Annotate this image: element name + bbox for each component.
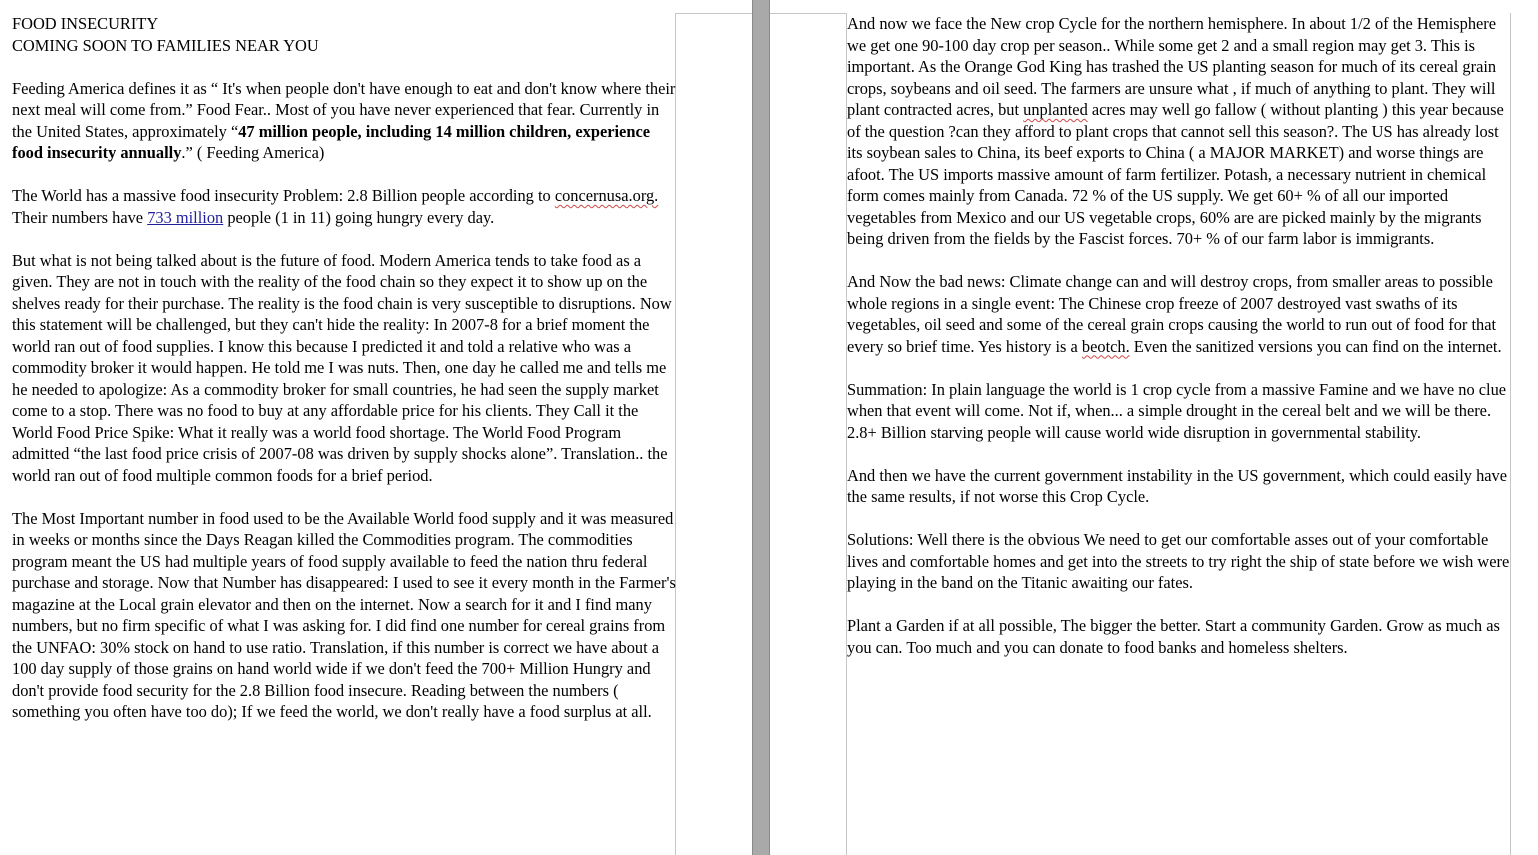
statistic-bold: 47 million people, including 14 million children, experience food insecurity annually: [12, 121, 650, 162]
top-margin-guide-right: [770, 13, 846, 14]
right-page: [770, 0, 1538, 855]
paragraph-solutions: Solutions: Well there is the obvious We need to get our comfortable asses out of your comfortable lives and comfortable homes and get into the streets to try right the ship of state before we wish were playing in the band on the Titanic awaiting our fates.: [847, 530, 1510, 592]
misspelled-word-beotch: beotch.: [1081, 336, 1130, 356]
paragraph-summation: Summation: In plain language the world is 1 crop cycle from a massive Famine and we have no clue when that event will come. Not if, when... a simple drought in the cereal belt and we will be there. 2.8+ Billion starving people will cause world wide disruption in governmental stability.: [847, 379, 1507, 442]
document-subtitle: COMING SOON TO FAMILIES NEAR YOU: [12, 35, 319, 55]
misspelled-word-unplanted: unplanted: [1023, 100, 1088, 119]
paragraph-bad-news: And Now the bad news: Climate change can and will destroy crops, from smaller areas to possible whole regions in a single event: The Chinese crop freeze of 2007 destroyed vast swaths of its vegetables, oil seed and some of the cereal grain crops causing the world to run out of food for that every so brief time. Yes history is a beotch. Even the sanitized versions you can find on the internet.: [847, 272, 1502, 356]
paragraph-plant-garden: Plant a Garden if at all possible, The bigger the better. Start a community Garden. Grow as much as you can. Too much and you can donate to food banks and homeless shelters.: [847, 616, 1500, 657]
page-gutter: [752, 0, 770, 855]
misspelled-word-concernusa: concernusa.org.: [554, 186, 659, 205]
left-page-body[interactable]: [12, 13, 678, 744]
paragraph-feeding-america: Feeding America defines it as “ It's when people don't have enough to eat and don't know where their next meal will come from.” Food Fear.. Most of you have never experienced that fear. Currently in the United States, approximately “47 million people, including 14 million children, experience food insecurity annually.” ( Feeding America): [12, 78, 676, 162]
document-title: FOOD INSECURITY: [12, 14, 159, 33]
right-page-body[interactable]: [847, 13, 1513, 680]
paragraph-new-crop-cycle: And now we face the New crop Cycle for the northern hemisphere. In about 1/2 of the Hemisphere we get one 90-100 day crop per season.. While some get 2 and a small region may get 3. This is important. As the Orange God King has trashed the US planting season for much of its cereal grain crops, soybeans and oil seed. The farmers are unsure what , if much of anything to plant. They will plant contracted acres, but unplanted acres may well go fallow ( without planting ) this year because of the question ?can they afford to plant crops that cannot sell this season?. The US has already lost its soybean sales to China, its beef exports to China ( a MAJOR MARKET) and worse things are afoot. The US imports massive amount of farm fertilizer. Potash, a necessary nutrient in chemical form comes mainly from Canada. 72 % of the US supply. We get 60+ % of all our imported vegetables from Mexico and our US vegetable crops, 60% are are picked mainly by the migrants being driven from the fields by the Fascist forces. 70+ % of our farm labor is immigrants.: [847, 14, 1504, 248]
paragraph-future-of-food: But what is not being talked about is the future of food. Modern America tends to take food as a given. They are not in touch with the reality of the food chain so they expect it to show up on the shelves ready for their purchase. The reality is the food chain is very susceptible to disruptions. Now this statement will be challenged, but they can't hide the reality: In 2007-8 for a brief moment the world ran out of food supplies. I know this because I predicted it and told a relative who was a commodity broker it would happen. He told me I was nuts. Then, one day he called me and tells me he needed to apologize: As a commodity broker for small countries, he had seen the supply market come to a stop. There was no food to buy at any affordable price for his clients. They Call it the World Food Price Spike: What it really was a world food shortage. The World Food Program admitted “the last food price crisis of 2007-08 was driven by supply shocks alone”. Translation.. the world ran out of food multiple common foods for a brief period.: [12, 250, 672, 485]
link-733-million[interactable]: 733 million: [147, 207, 224, 227]
paragraph-important-number: The Most Important number in food used to be the Available World food supply and it was measured in weeks or months since the Days Reagan killed the Commodities program. The commodities program meant the US had multiple years of food supply available to feed the nation thru federal purchase and storage. Now that Number has disappeared: I used to see it every month in the Farmer's magazine at the Local grain elevator and then on the internet. Now a search for it and I find many numbers, but no firm specific of what I was asking for. I did find one number for cereal grains from the UNFAO: 30% stock on hand to use ratio. Translation, if this number is correct we have about a 100 day supply of those grains on hand world wide if we don't feed the 700+ Million Hungry and don't provide food security for the 2.8 Billion food insecure. Reading between the numbers ( something you often have too do); If we feed the world, we don't really have a food surplus at all.: [12, 508, 676, 721]
left-page: [0, 0, 752, 855]
paragraph-government-instability: And then we have the current government instability in the US government, which could easily have the same results, if not worse this Crop Cycle.: [847, 465, 1508, 506]
top-margin-guide: [675, 13, 752, 14]
paragraph-world-problem: The World has a massive food insecurity Problem: 2.8 Billion people according to concernusa.org. Their numbers have 733 million people (1 in 11) going hungry every day.: [12, 186, 659, 227]
